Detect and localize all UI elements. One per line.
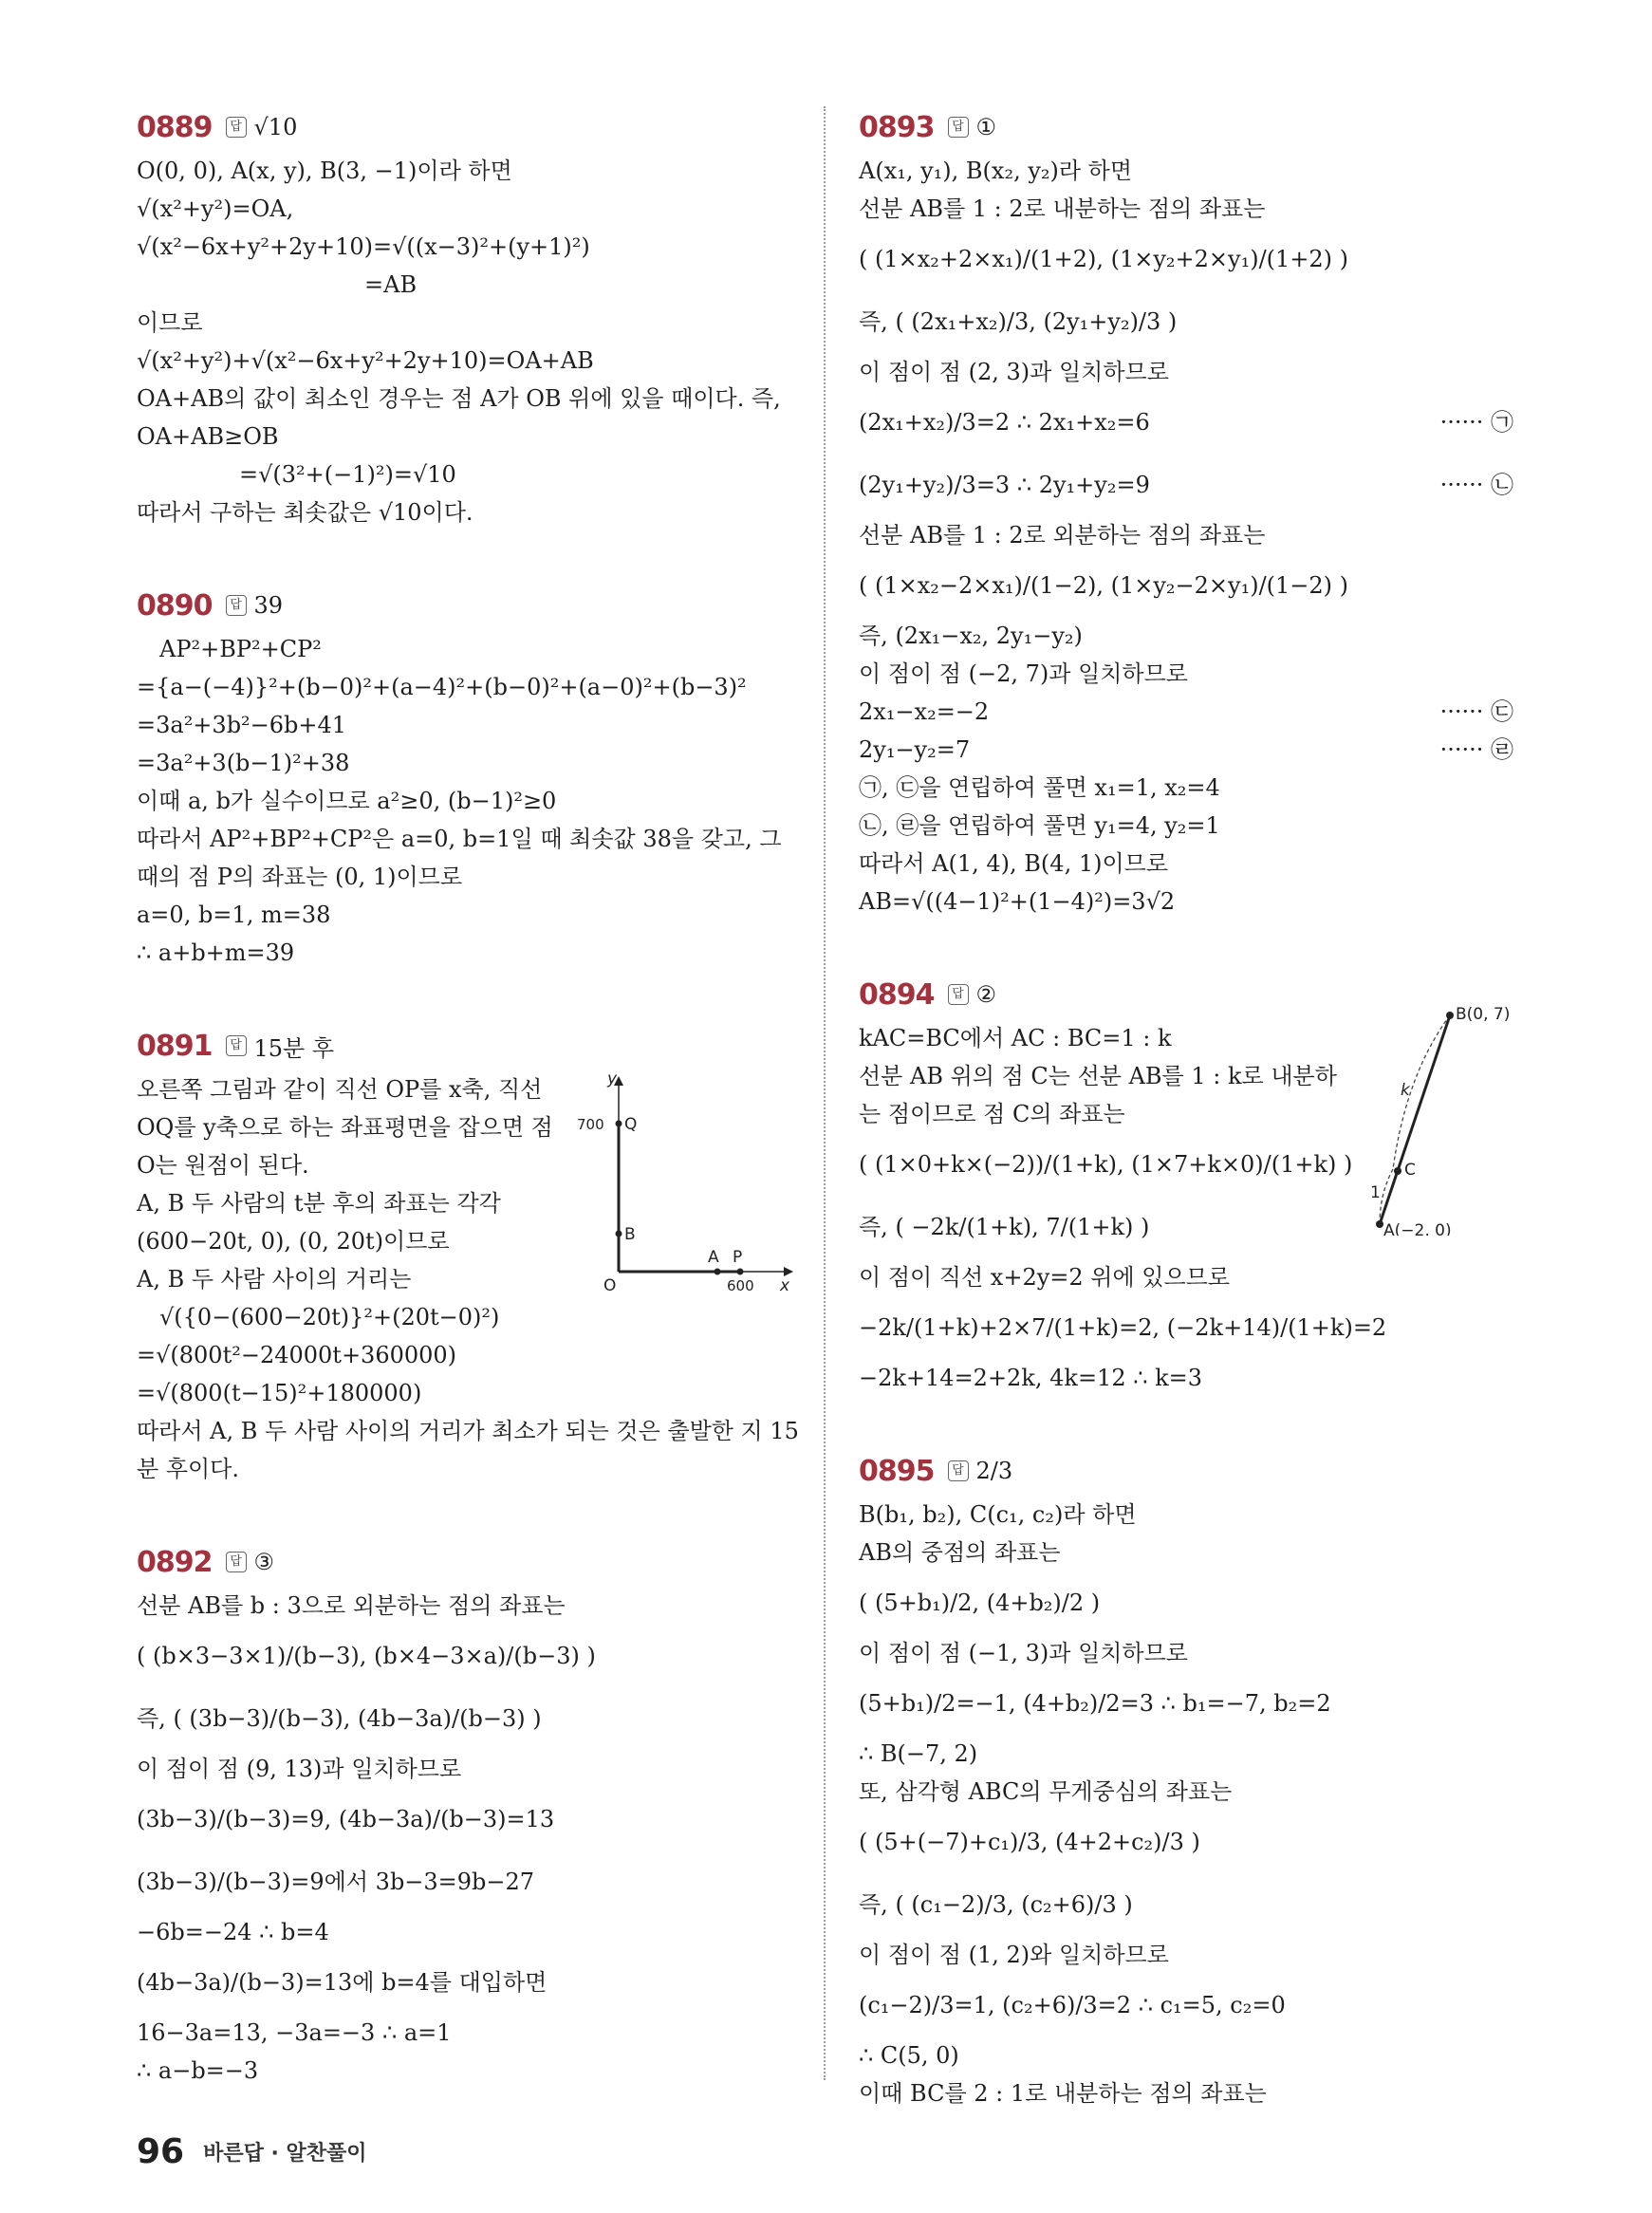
solution-text: ( (1×x₂+2×x₁)/(1+2), (1×y₂+2×y₁)/(1+2) ): [859, 246, 1349, 272]
solution-text: 즉, ( (3b−3)/(b−3), (4b−3a)/(b−3) ): [137, 1705, 542, 1732]
solution-text: =√(800t²−24000t+360000): [137, 1342, 457, 1368]
solution-line: [137, 858, 801, 896]
solution-line: [137, 228, 801, 266]
problem-number: 0892: [137, 1545, 213, 1579]
solution-text: 이 점이 직선 x+2y=2 위에 있으므로: [859, 1264, 1231, 1291]
solution-line: [137, 380, 801, 418]
solution-text: 이때 BC를 2 : 1로 내분하는 점의 좌표는: [859, 2080, 1267, 2107]
problem-number: 0894: [859, 977, 935, 1012]
solution-text: ={a−(−4)}²+(b−0)²+(a−4)²+(b−0)²+(a−0)²+(b−3)²: [137, 674, 747, 700]
solution-line: [137, 152, 801, 190]
solution-text: AP²+BP²+CP²: [159, 636, 322, 662]
point-b: [1446, 1012, 1454, 1019]
solution-line: [859, 1773, 1523, 1811]
solution-text: ( (5+(−7)+c₁)/3, (4+2+c₂)/3 ): [859, 1829, 1200, 1855]
solution-line: [859, 152, 1523, 190]
point-c: [1394, 1167, 1401, 1175]
page-footer: [137, 2128, 367, 2175]
problem-0893: [859, 106, 1523, 921]
solution-line: [137, 1951, 801, 2014]
solution-text: (600−20t, 0), (0, 20t)이므로: [137, 1228, 450, 1255]
solution-text: ( (b×3−3×1)/(b−3), (b×4−3×a)/(b−3) ): [137, 1643, 596, 1669]
solution-line: [859, 1296, 1523, 1359]
solution-line: [859, 554, 1523, 617]
answer-value: √10: [253, 114, 298, 140]
problem-header: [137, 585, 801, 626]
solution-line: [137, 1412, 801, 1450]
solution-line: [137, 456, 801, 493]
solution-text: 따라서 A(1, 4), B(4, 1)이므로: [859, 850, 1169, 877]
origin-label: O: [603, 1276, 617, 1291]
solution-line: [859, 655, 1523, 693]
solution-line: [137, 304, 801, 342]
x-axis-label: x: [780, 1276, 790, 1291]
solution-line: [137, 630, 801, 668]
solution-text: a=0, b=1, m=38: [137, 902, 331, 928]
problem-header: [859, 106, 1523, 148]
solution-line: [137, 820, 801, 858]
figure-0891-svg: [573, 1070, 801, 1291]
answer-badge: 답: [226, 1035, 247, 1056]
solution-line: [859, 693, 1523, 731]
solution-text: ∴ B(−7, 2): [859, 1740, 978, 1767]
solution-line: [137, 706, 801, 744]
solution-text: 오른쪽 그림과 같이 직선 OP를 x축, 직선: [137, 1076, 543, 1103]
solution-line: [859, 1672, 1523, 1735]
solution-text: (2y₁+y₂)/3=3 ∴ 2y₁+y₂=9: [859, 472, 1150, 498]
solution-text: O(0, 0), A(x, y), B(3, −1)이라 하면: [137, 158, 512, 184]
solution-text: (c₁−2)/3=1, (c₂+6)/3=2 ∴ c₁=5, c₂=0: [859, 1992, 1286, 2018]
problem-header: [137, 106, 801, 148]
answer-value: ③: [253, 1549, 275, 1575]
solution-text: 선분 AB를 1 : 2로 내분하는 점의 좌표는: [859, 195, 1266, 222]
solution-line: [859, 1873, 1523, 1936]
solution-line: [137, 1450, 801, 1488]
solution-line: [137, 744, 801, 782]
solution-text: 이므로: [137, 309, 203, 336]
solution-text: 따라서 AP²+BP²+CP²은 a=0, b=1일 때 최솟값 38을 갖고, 그: [137, 826, 782, 852]
figure-0891: [573, 1070, 801, 1294]
solution-text: A, B 두 사람의 t분 후의 좌표는 각각: [137, 1190, 501, 1217]
solution-text: =3a²+3(b−1)²+38: [137, 750, 350, 776]
solution-text: √(x²−6x+y²+2y+10)=√((x−3)²+(y+1)²): [137, 233, 590, 260]
q-value-label: 700: [577, 1116, 604, 1133]
solution-text: 2y₁−y₂=7: [859, 736, 971, 763]
solution-line: [859, 845, 1523, 883]
solution-line: [859, 1534, 1523, 1571]
solution-line: [859, 769, 1523, 807]
solution-line: [859, 516, 1523, 554]
solution-text: √(x²+y²)+√(x²−6x+y²+2y+10)=OA+AB: [137, 347, 594, 374]
solution-text: 선분 AB를 b : 3으로 외분하는 점의 좌표는: [137, 1592, 566, 1619]
problem-0890: [137, 585, 801, 972]
solution-line: [137, 2052, 801, 2090]
equation-tag: ······ ㉢: [1439, 698, 1513, 725]
solution-line: [137, 418, 801, 456]
solution-text: 즉, ( (c₁−2)/3, (c₂+6)/3 ): [859, 1891, 1133, 1918]
solution-text: (3b−3)/(b−3)=9, (4b−3a)/(b−3)=13: [137, 1806, 555, 1832]
solution-line: [859, 1811, 1523, 1873]
solution-line: [859, 290, 1523, 353]
equation-tag: ······ ㉠: [1439, 409, 1513, 436]
solution-line: [859, 391, 1523, 454]
solution-text: 2x₁−x₂=−2: [859, 698, 990, 725]
figure-0894-svg: [1346, 998, 1526, 1236]
answer-badge: 답: [226, 595, 247, 616]
solution-text: ( (1×x₂−2×x₁)/(1−2), (1×y₂−2×y₁)/(1−2) ): [859, 572, 1349, 599]
answer-badge: 답: [226, 117, 247, 138]
point-p: [737, 1269, 744, 1275]
solution-text: ( (5+b₁)/2, (4+b₂)/2 ): [859, 1590, 1101, 1616]
solution-line: [137, 266, 801, 304]
solution-text: −2k/(1+k)+2×7/(1+k)=2, (−2k+14)/(1+k)=2: [859, 1314, 1387, 1341]
solution-line: [859, 353, 1523, 391]
answer-value: 2/3: [975, 1458, 1013, 1484]
q-label: Q: [624, 1115, 638, 1134]
y-axis-label: y: [607, 1070, 618, 1088]
problem-header: [137, 1541, 801, 1583]
solution-line: [137, 934, 801, 972]
solution-text: B(b₁, b₂), C(c₁, c₂)라 하면: [859, 1501, 1137, 1528]
solution-line: [137, 1750, 801, 1788]
solution-text: A, B 두 사람 사이의 거리는: [137, 1266, 412, 1292]
problem-0892: [137, 1541, 801, 2090]
solution-line: [859, 883, 1523, 921]
solution-text: 따라서 A, B 두 사람 사이의 거리가 최소가 되는 것은 출발한 지 15: [137, 1418, 799, 1444]
solution-line: [859, 190, 1523, 228]
a-label: A: [708, 1248, 719, 1267]
point-a: [1376, 1220, 1383, 1228]
solution-text: kAC=BC에서 AC : BC=1 : k: [859, 1025, 1172, 1051]
b-coord-label: B(0, 7): [1456, 1005, 1511, 1024]
solution-text: O는 원점이 된다.: [137, 1152, 309, 1179]
solution-line: [859, 1735, 1523, 1773]
solution-line: [137, 493, 801, 531]
solution-text: 선분 AB를 1 : 2로 외분하는 점의 좌표는: [859, 522, 1266, 549]
solution-text: =AB: [364, 271, 418, 298]
k-label: k: [1401, 1081, 1410, 1100]
solution-line: [859, 2074, 1523, 2112]
solution-text: ∴ C(5, 0): [859, 2042, 959, 2069]
solution-text: 이 점이 점 (−1, 3)과 일치하므로: [859, 1640, 1188, 1666]
solution-line: [859, 228, 1523, 290]
solution-line: [859, 1359, 1523, 1397]
p-label: P: [733, 1248, 743, 1267]
solution-text: 16−3a=13, −3a=−3 ∴ a=1: [137, 2019, 452, 2046]
problem-number: 0889: [137, 110, 213, 144]
figure-0894: [1346, 998, 1526, 1239]
a-coord-label: A(−2, 0): [1383, 1221, 1452, 1236]
solution-line: [859, 1936, 1523, 1974]
solution-line: [137, 1587, 801, 1625]
problem-0895: [859, 1450, 1523, 2112]
solution-text: ∴ a+b+m=39: [137, 939, 295, 966]
solution-line: [137, 1336, 801, 1374]
solution-line: [859, 731, 1523, 769]
solution-text: 즉, ( −2k/(1+k), 7/(1+k) ): [859, 1214, 1150, 1240]
solution-line: [859, 1496, 1523, 1534]
solution-line: [137, 1298, 801, 1336]
answer-value: 39: [253, 592, 284, 619]
solution-text: −2k+14=2+2k, 4k=12 ∴ k=3: [859, 1365, 1203, 1391]
book-title: 바른답 · 알찬풀이: [203, 2141, 367, 2166]
solution-text: (4b−3a)/(b−3)=13에 b=4를 대입하면: [137, 1969, 548, 1996]
answer-badge: 답: [948, 117, 969, 138]
one-label: 1: [1370, 1183, 1381, 1202]
solution-line: [859, 617, 1523, 655]
solution-text: (2x₁+x₂)/3=2 ∴ 2x₁+x₂=6: [859, 409, 1150, 436]
solution-text: 또, 삼각형 ABC의 무게중심의 좌표는: [859, 1778, 1233, 1805]
answer-value: ②: [975, 981, 997, 1008]
solution-text: 이 점이 점 (2, 3)과 일치하므로: [859, 359, 1169, 385]
solution-text: OA+AB의 값이 최소인 경우는 점 A가 OB 위에 있을 때이다. 즉,: [137, 385, 781, 412]
solution-line: [859, 1258, 1523, 1296]
answer-value: ①: [975, 114, 997, 140]
solution-line: [137, 342, 801, 380]
point-q: [616, 1121, 622, 1127]
solution-text: ∴ a−b=−3: [137, 2057, 259, 2084]
problem-0889: [137, 106, 801, 531]
solution-line: [137, 190, 801, 228]
solution-line: [859, 2036, 1523, 2074]
solution-text: −6b=−24 ∴ b=4: [137, 1919, 329, 1945]
solution-text: ㉠, ㉢을 연립하여 풀면 x₁=1, x₂=4: [859, 774, 1220, 801]
solution-text: (5+b₁)/2=−1, (4+b₂)/2=3 ∴ b₁=−7, b₂=2: [859, 1690, 1331, 1717]
answer-badge: 답: [226, 1552, 247, 1572]
solution-text: 따라서 구하는 최솟값은 √10이다.: [137, 499, 473, 526]
solution-text: 이때 a, b가 실수이므로 a²≥0, (b−1)²≥0: [137, 788, 557, 814]
solution-text: √({0−(600−20t)}²+(20t−0)²): [159, 1304, 500, 1330]
answer-badge: 답: [948, 1460, 969, 1481]
x-axis-arrow-icon: [784, 1267, 793, 1276]
answer-badge: 답: [948, 984, 969, 1005]
problem-number: 0893: [859, 110, 935, 144]
solution-line: [137, 2014, 801, 2052]
solution-text: (3b−3)/(b−3)=9에서 3b−3=9b−27: [137, 1869, 535, 1895]
solution-line: [137, 1374, 801, 1412]
solution-text: 즉, ( (2x₁+x₂)/3, (2y₁+y₂)/3 ): [859, 308, 1178, 335]
p-value-label: 600: [727, 1277, 754, 1291]
solution-text: 이 점이 점 (9, 13)과 일치하므로: [137, 1756, 462, 1782]
solution-text: =√(3²+(−1)²)=√10: [239, 461, 456, 488]
column-divider: [824, 106, 826, 2080]
problem-header: [859, 1450, 1523, 1492]
solution-line: [137, 1850, 801, 1913]
problem-number: 0890: [137, 588, 213, 623]
solution-line: [859, 1571, 1523, 1634]
solution-text: AB=√((4−1)²+(1−4)²)=3√2: [859, 888, 1176, 915]
solution-text: 는 점이므로 점 C의 좌표는: [859, 1101, 1125, 1127]
solution-line: [859, 454, 1523, 516]
solution-text: 선분 AB 위의 점 C는 선분 AB를 1 : k로 내분하: [859, 1063, 1337, 1089]
solution-text: AB의 중점의 좌표는: [859, 1539, 1061, 1566]
solution-text: ㉡, ㉣을 연립하여 풀면 y₁=4, y₂=1: [859, 812, 1220, 839]
solution-line: [137, 896, 801, 934]
solution-line: [137, 782, 801, 820]
solution-text: OQ를 y축으로 하는 좌표평면을 잡으면 점: [137, 1114, 553, 1141]
b-label: B: [624, 1225, 636, 1244]
solution-text: OA+AB≥OB: [137, 423, 279, 450]
solution-text: 이 점이 점 (1, 2)와 일치하므로: [859, 1942, 1169, 1968]
problem-number: 0891: [137, 1029, 213, 1063]
problem-header: [137, 1025, 801, 1067]
solution-line: [859, 807, 1523, 845]
equation-tag: ······ ㉣: [1439, 736, 1513, 763]
solution-line: [137, 1913, 801, 1951]
point-a: [715, 1269, 721, 1275]
solution-text: 분 후이다.: [137, 1456, 239, 1482]
page-number: 96: [137, 2131, 185, 2171]
problem-number: 0895: [859, 1454, 935, 1488]
solution-text: ( (1×0+k×(−2))/(1+k), (1×7+k×0)/(1+k) ): [859, 1151, 1353, 1178]
answer-value: 15분 후: [253, 1034, 335, 1062]
solution-text: =√(800(t−15)²+180000): [137, 1380, 422, 1406]
solution-line: [137, 1687, 801, 1750]
point-b: [616, 1231, 622, 1237]
solution-line: [137, 1788, 801, 1850]
solution-line: [137, 668, 801, 706]
c-label: C: [1404, 1161, 1416, 1180]
solution-text: A(x₁, y₁), B(x₂, y₂)라 하면: [859, 158, 1133, 184]
solution-text: 즉, (2x₁−x₂, 2y₁−y₂): [859, 623, 1083, 649]
solution-line: [137, 1625, 801, 1687]
equation-tag: ······ ㉡: [1439, 472, 1513, 498]
segment-ab: [1380, 1015, 1450, 1224]
solution-text: √(x²+y²)=OA,: [137, 195, 294, 222]
solution-text: 이 점이 점 (−2, 7)과 일치하므로: [859, 660, 1188, 687]
solution-text: =3a²+3b²−6b+41: [137, 712, 347, 738]
solution-line: [859, 1634, 1523, 1672]
solution-text: 때의 점 P의 좌표는 (0, 1)이므로: [137, 864, 463, 890]
solution-line: [859, 1974, 1523, 2036]
